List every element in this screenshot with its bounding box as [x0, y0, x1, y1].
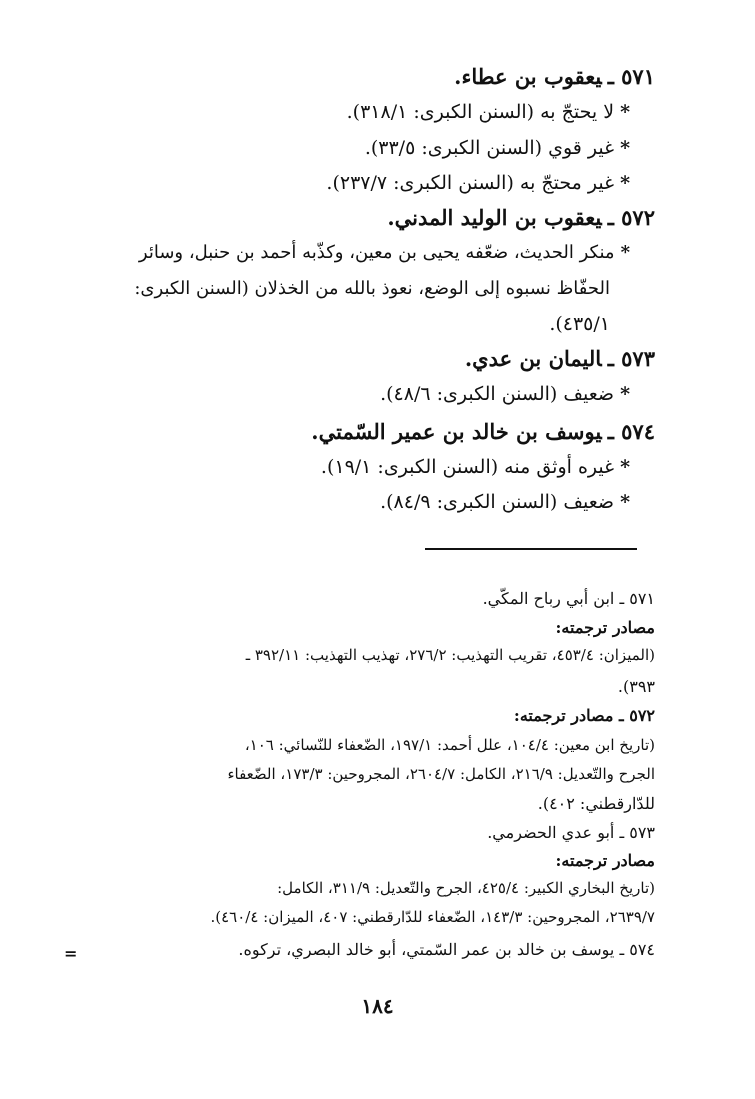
page-number: ١٨٤: [361, 994, 394, 1018]
entry-573-heading: [60, 346, 655, 371]
footnote-text: ٥٧٢ ـ مصادر ترجمته:: [513, 706, 655, 725]
footnote-572-sources-line-3: [60, 794, 655, 813]
entry-571-heading: [60, 64, 655, 89]
footnote-572-sources-line-2: [60, 765, 655, 783]
footnote-text: مصادر ترجمته:: [555, 618, 655, 637]
footnote-571-sources-line-1: [60, 646, 655, 664]
footnote-571-title: [60, 589, 655, 608]
footnote-571-sources-line-2: [60, 677, 655, 696]
footnote-text: ٣٩٣).: [617, 677, 655, 696]
entry-573-bullet-1: [60, 383, 630, 405]
entry-574-bullet-2: [60, 491, 630, 513]
footnote-573-title: [60, 823, 655, 842]
bullet-text: الحفّاظ نسبوه إلى الوضع، نعوذ بالله من الخذلان (السنن الكبرى:: [134, 278, 610, 299]
footnote-text: الجرح والتّعديل: ٢١٦/٩، الكامل: ٢٦٠٤/٧، المجروحين: ١٧٣/٣، الضّعفاء: [227, 765, 655, 783]
footnote-text: (تاريخ ابن معين: ١٠٤/٤، علل أحمد: ١٩٧/١، الضّعفاء للنّسائي: ١٠٦،: [244, 736, 655, 754]
bullet-text: غيره أوثق منه (السنن الكبرى: ١٩/١).: [320, 456, 615, 478]
entry-572-bullet-line-3: [60, 313, 610, 335]
footnote-text: مصادر ترجمته:: [555, 851, 655, 870]
footnote-573-sources-label: [60, 851, 655, 870]
bullet-icon: *: [620, 101, 630, 123]
entry-number: ٥٧٢ ـ: [607, 205, 655, 230]
entry-number: ٥٧٤ ـ: [607, 419, 655, 444]
bullet-icon: *: [620, 242, 630, 263]
entry-572-bullet-line-1: [60, 242, 630, 263]
bullet-text: ضعيف (السنن الكبرى: ٨٤/٩).: [380, 491, 615, 513]
entry-572-heading: [60, 205, 655, 230]
bullet-icon: *: [620, 383, 630, 405]
footnote-text: ٥٧٤ ـ يوسف بن خالد بن عمر السّمتي، أبو خالد البصري، تركوه.: [238, 940, 655, 959]
bullet-icon: *: [620, 172, 630, 194]
footnote-text: (تاريخ البخاري الكبير: ٤٢٥/٤، الجرح والتّعديل: ٣١١/٩، الكامل:: [277, 879, 655, 897]
entry-574-heading: [60, 419, 655, 444]
bullet-icon: *: [620, 491, 630, 513]
entry-name: يعقوب بن عطاء.: [454, 64, 602, 89]
footnote-572-sources-line-1: [60, 736, 655, 754]
entry-number: ٥٧٣ ـ: [607, 346, 655, 371]
footnote-573-sources-line-1: [60, 879, 655, 897]
continuation-mark: =: [64, 944, 78, 963]
bullet-icon: *: [620, 456, 630, 478]
entry-number: ٥٧١ ـ: [607, 64, 655, 89]
footnote-text: للدّارقطني: ٤٠٢).: [537, 794, 655, 813]
entry-571-bullet-3: [60, 172, 630, 194]
bullet-text: ضعيف (السنن الكبرى: ٤٨/٦).: [380, 383, 615, 405]
footnote-571-sources-label: [60, 618, 655, 637]
footnote-separator: [425, 548, 637, 550]
entry-name: اليمان بن عدي.: [464, 346, 602, 371]
entry-572-bullet-line-2: [60, 278, 610, 299]
footnote-574-title: [60, 940, 655, 959]
bullet-text: ٤٣٥/١).: [549, 313, 610, 335]
entry-name: يعقوب بن الوليد المدني.: [387, 205, 602, 230]
bullet-text: غير قوي (السنن الكبرى: ٣٣/٥).: [364, 137, 615, 159]
bullet-icon: *: [620, 137, 630, 159]
bullet-text: غير محتجّ به (السنن الكبرى: ٢٣٧/٧).: [326, 172, 615, 194]
bullet-text: منكر الحديث، ضعّفه يحيى بن معين، وكذّبه أحمد بن حنبل، وسائر: [138, 242, 615, 263]
footnote-572-sources-label: [60, 706, 655, 725]
footnote-573-sources-line-2: [60, 908, 655, 926]
footnote-text: ٢٦٣٩/٧، المجروحين: ١٤٣/٣، الضّعفاء للدّارقطني: ٤٠٧، الميزان: ٤٦٠/٤).: [210, 908, 655, 926]
entry-574-bullet-1: [60, 456, 630, 478]
footnote-text: ٥٧١ ـ ابن أبي رباح المكّي.: [482, 589, 655, 608]
entry-571-bullet-2: [60, 137, 630, 159]
entry-571-bullet-1: [60, 101, 630, 123]
footnote-text: ٥٧٣ ـ أبو عدي الحضرمي.: [487, 823, 655, 842]
footnote-text: (الميزان: ٤٥٣/٤، تقريب التهذيب: ٢٧٦/٢، تهذيب التهذيب: ٣٩٢/١١ ـ: [245, 646, 655, 664]
bullet-text: لا يحتجّ به (السنن الكبرى: ٣١٨/١).: [346, 101, 615, 123]
entry-name: يوسف بن خالد بن عمير السّمتي.: [311, 419, 602, 444]
